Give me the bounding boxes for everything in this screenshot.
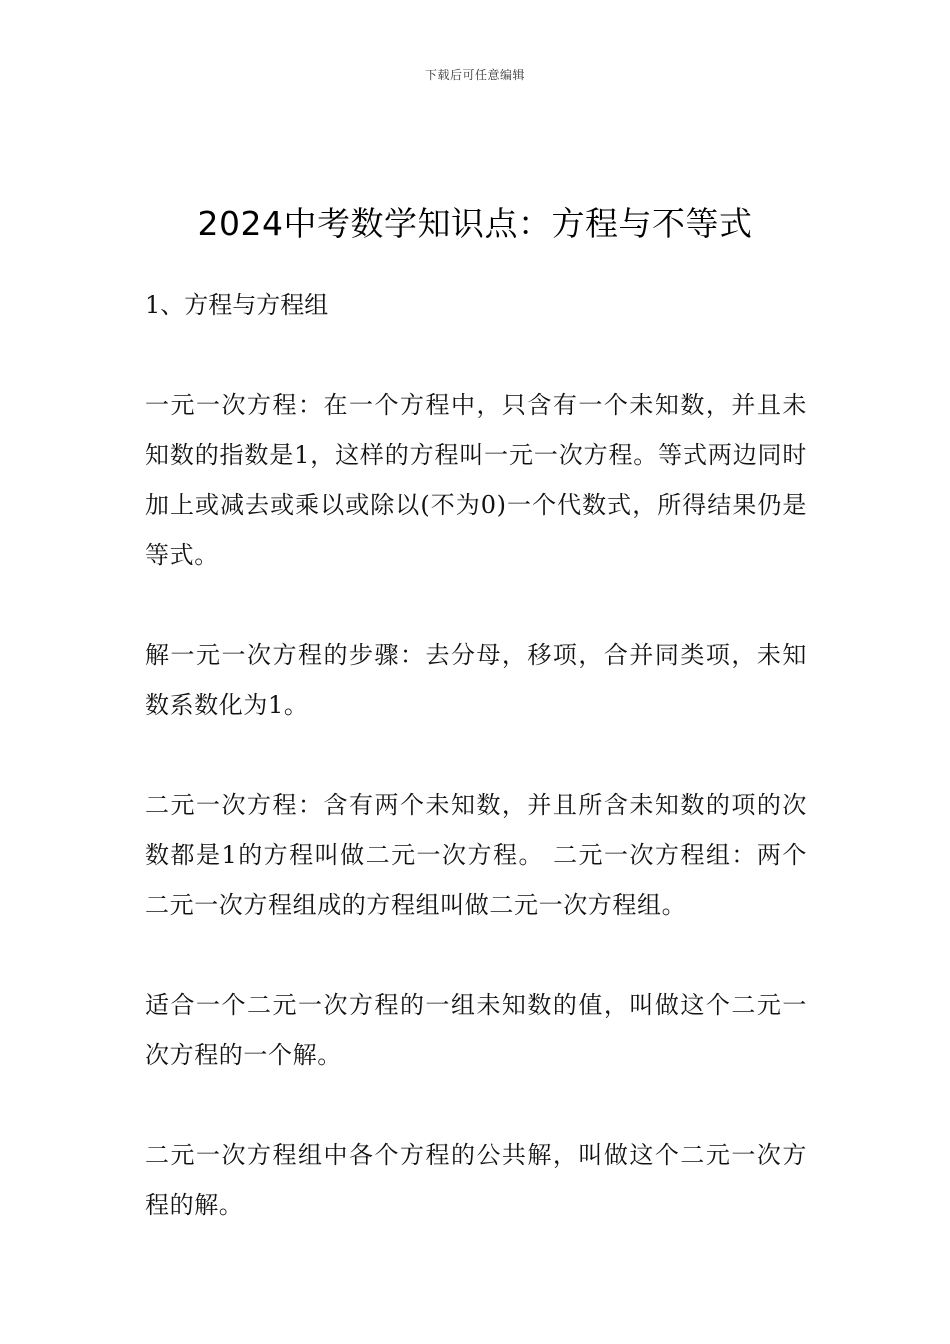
paragraph-equation-solution: 适合一个二元一次方程的一组未知数的值，叫做这个二元一次方程的一个解。	[145, 991, 807, 1069]
document-title: 2024中考数学知识点：方程与不等式	[197, 204, 753, 244]
section-heading: 1、方程与方程组	[145, 291, 329, 319]
paragraph-two-variable-equation: 二元一次方程：含有两个未知数，并且所含未知数的项的次数都是1的方程叫做二元一次方程。 二元一次方程组：两个二元一次方程组成的方程组叫做二元一次方程组。	[145, 791, 807, 919]
document-body	[145, 280, 807, 1280]
paragraph-system-solution: 二元一次方程组中各个方程的公共解，叫做这个二元一次方程的解。	[145, 1141, 807, 1219]
header-note: 下载后可任意编辑	[424, 68, 525, 82]
paragraph-linear-equation-definition: 一元一次方程：在一个方程中，只含有一个未知数，并且未知数的指数是1，这样的方程叫一元一次方程。等式两边同时加上或减去或乘以或除以(不为0)一个代数式，所得结果仍是等式。	[145, 391, 807, 569]
paragraph-solving-steps: 解一元一次方程的步骤：去分母，移项，合并同类项，未知数系数化为1。	[145, 641, 807, 719]
